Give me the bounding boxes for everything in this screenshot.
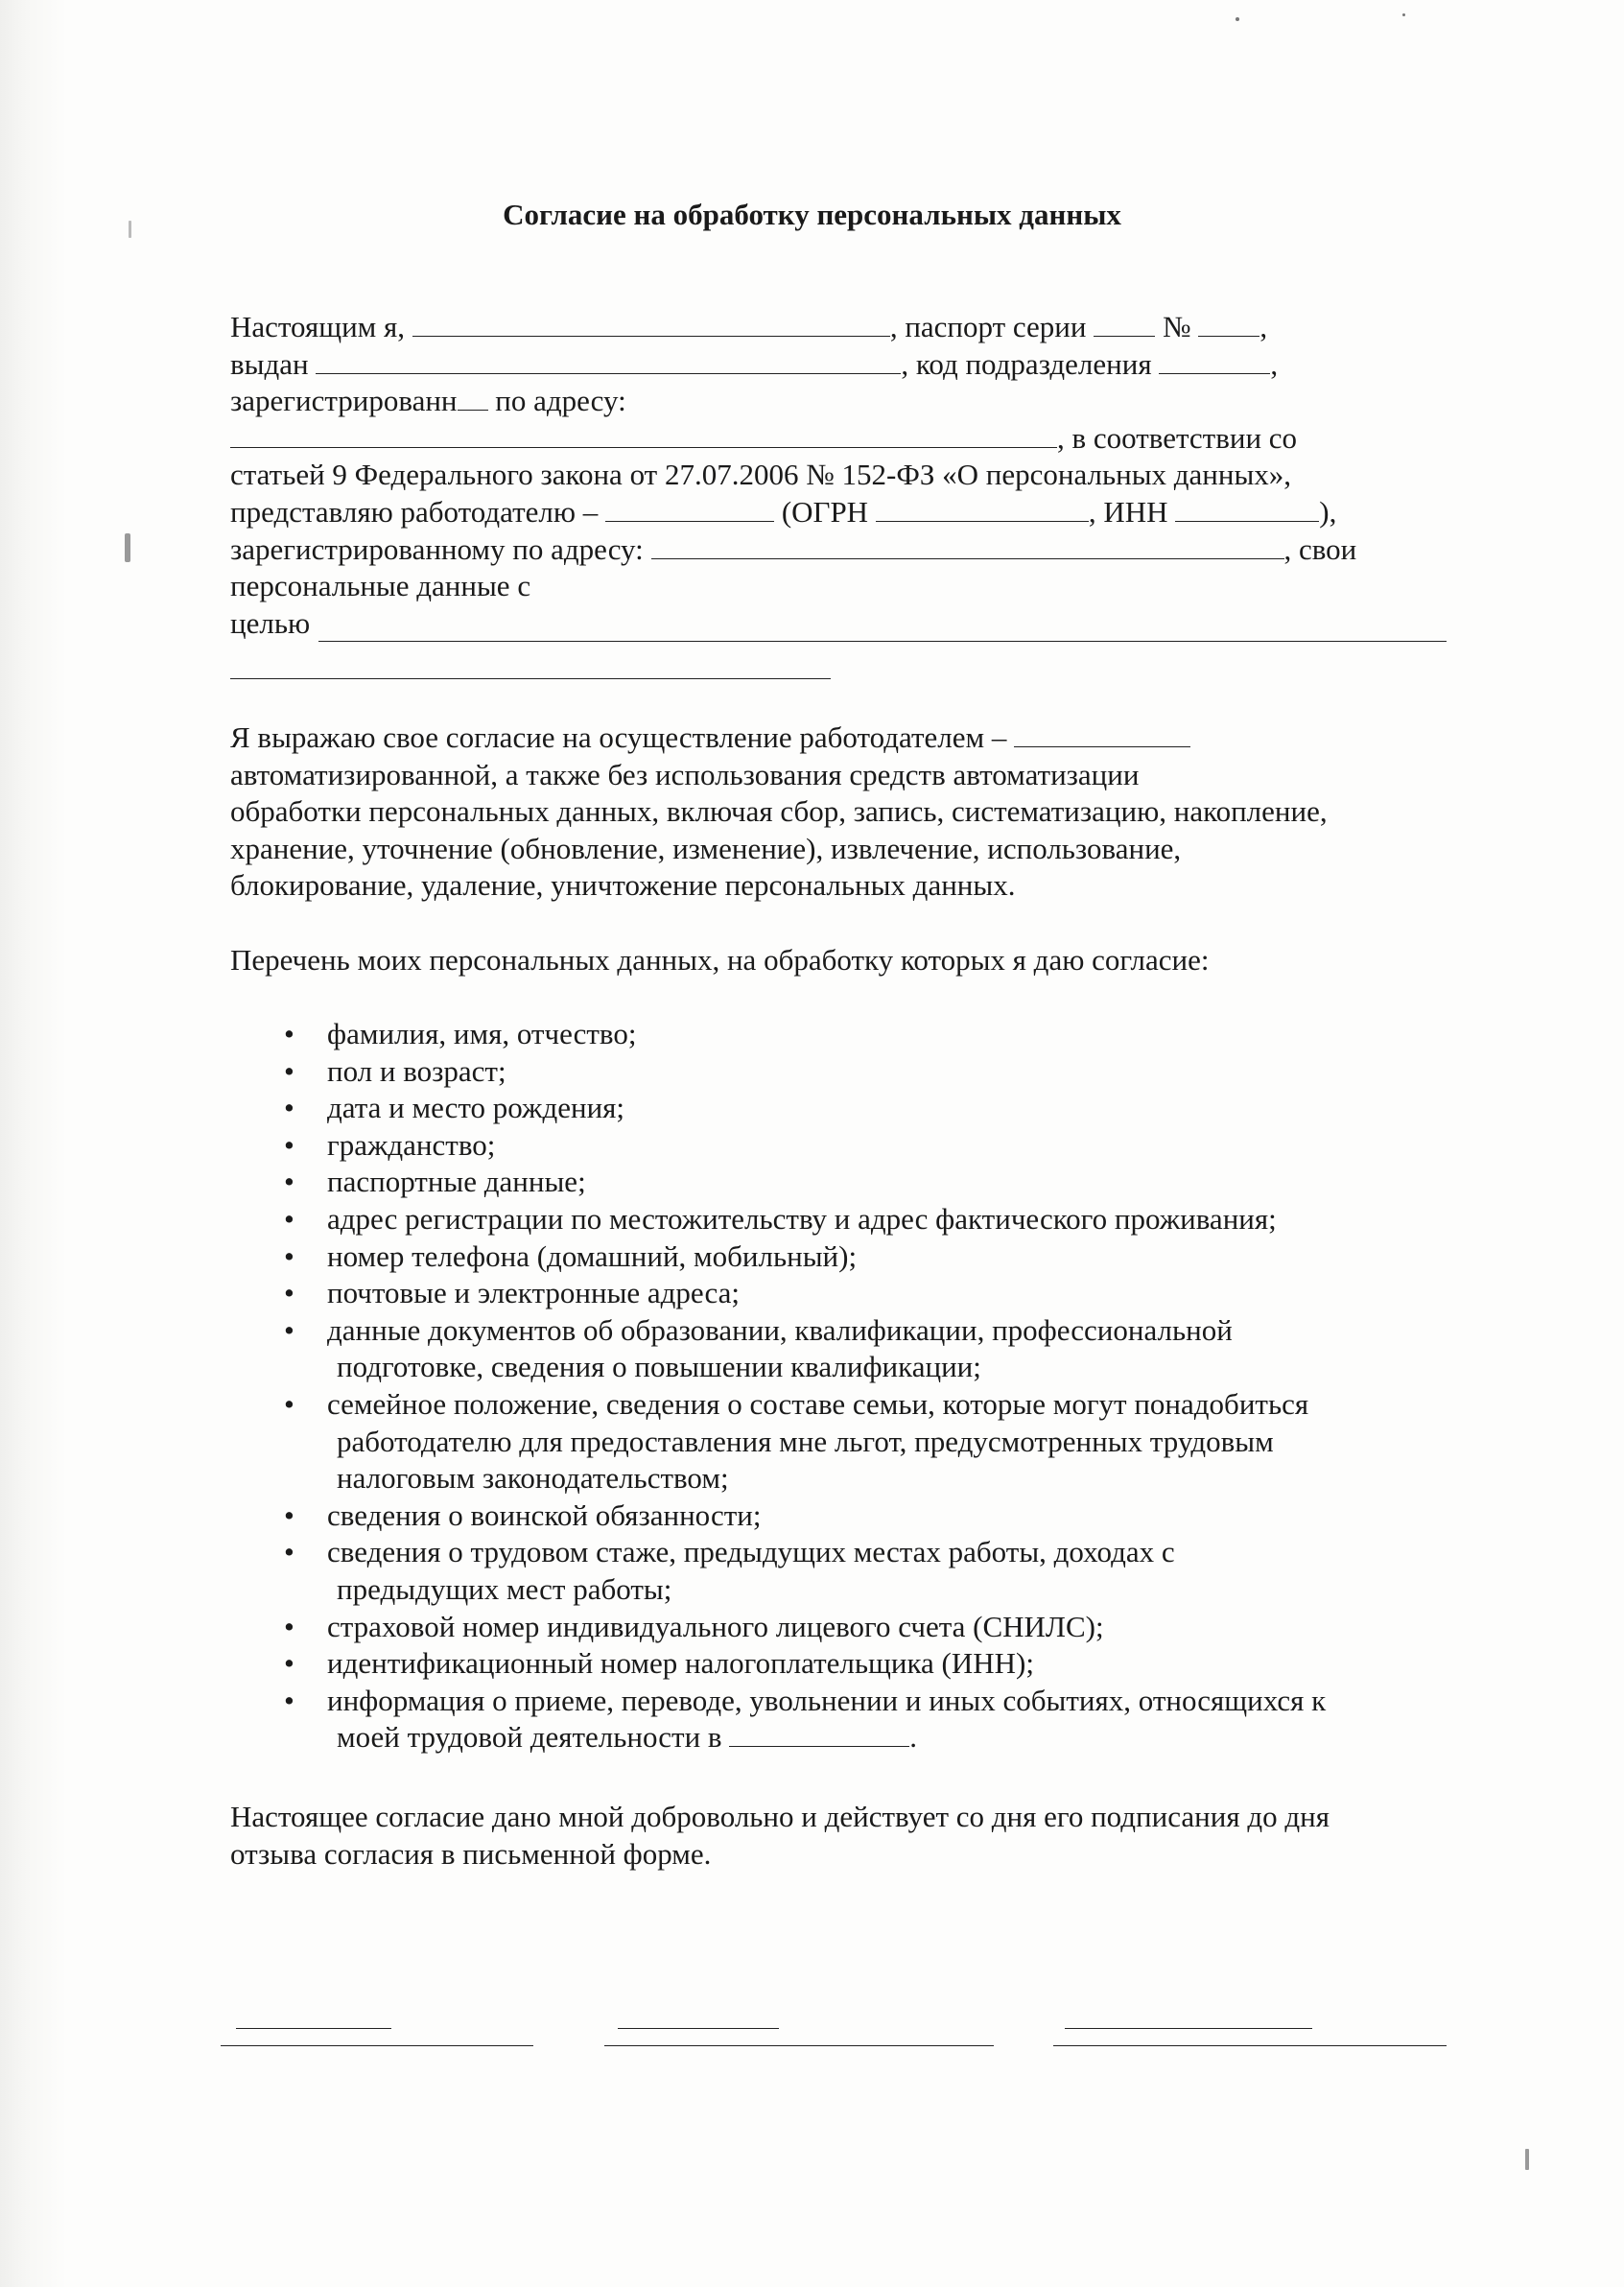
closing-line-1: Настоящее согласие дано мной добровольно и действует со дня его подписания до дня [230,1800,1330,1833]
consent-line-4: хранение, уточнение (обновление, изменение), извлечение, использование, [230,831,1182,865]
list-item [230,1645,1468,1683]
intro-text: (ОГРН [781,494,869,529]
list-item [230,1386,1468,1497]
intro-text: ), [1319,494,1337,529]
passport-number-field[interactable] [1198,311,1259,337]
inn-field[interactable] [1175,496,1319,522]
consent-line-3: обработки персональных данных, включая сбор, запись, систематизацию, накопление, [230,794,1328,829]
list-item [230,1275,1468,1312]
list-item-text: • информация о приеме, переводе, увольнении и иных событиях, относящихся к [327,1683,1327,1717]
list-item-text: . [909,1720,918,1755]
list-item-text: • пол и возраст; [327,1053,506,1088]
division-code-field[interactable] [1159,348,1270,374]
list-item-text: • фамилия, имя, отчество; [327,1017,637,1050]
scan-speck [1525,2149,1529,2170]
list-item [230,1238,1468,1276]
signature-field[interactable] [604,2045,994,2046]
employer-name-field[interactable] [1014,721,1190,747]
list-item-text: подготовке, сведения о повышении квалификации; [337,1350,981,1384]
date-field-short[interactable] [236,2028,391,2029]
name-transcript-field[interactable] [1053,2045,1447,2046]
intro-text: выдан [230,346,309,381]
signature-field-short[interactable] [618,2028,779,2029]
list-item-text: налоговым законодательством; [337,1461,729,1496]
list-item-text: • почтовые и электронные адреса; [327,1276,740,1310]
intro-text: , [1259,310,1268,343]
consent-line-5: блокирование, удаление, уничтожение персональных данных. [230,868,1016,903]
intro-text: , свои [1283,531,1357,566]
scan-speck [1402,13,1405,16]
list-item [230,1534,1468,1608]
intro-line-8: персональные данные с [230,569,531,603]
list-item-text: • сведения о воинской обязанности; [327,1497,762,1532]
organization-field[interactable] [729,1721,909,1747]
consent-text: Я выражаю свое согласие на осуществление работодателем – [230,720,1007,754]
intro-text: по адресу: [487,384,626,418]
personal-data-list [230,1016,1468,1757]
list-item [230,1497,1468,1535]
intro-line-6 [230,494,1468,531]
intro-text: , ИНН [1088,494,1168,529]
ogrn-field[interactable] [876,496,1089,522]
list-item-text: работодателю для предоставления мне льгот, предусмотренных трудовым [337,1424,1274,1458]
purpose-field-line-1[interactable] [318,641,1447,642]
intro-text: , паспорт серии [889,310,1087,343]
list-item-text: • гражданство; [327,1127,496,1162]
intro-line-4 [230,420,1468,458]
intro-paragraph [230,309,1468,642]
list-item-text: • дата и место рождения; [327,1091,625,1125]
list-item [230,1164,1468,1201]
scan-speck [125,533,130,562]
name-transcript-field-short[interactable] [1065,2028,1312,2029]
employer-address-field[interactable] [651,533,1284,559]
intro-line-1 [230,309,1468,346]
consent-line-1 [230,719,1468,757]
address-field[interactable] [230,422,1057,448]
list-item-text: • страховой номер индивидуального лицевого счета (СНИЛС); [327,1609,1104,1643]
list-item-text: моей трудовой деятельности в [337,1720,722,1755]
consent-paragraph [230,719,1468,905]
intro-text: зарегистрированн [230,384,458,418]
intro-text: , код подразделения [901,346,1152,381]
list-item [230,1127,1468,1165]
intro-text: зарегистрированному по адресу: [230,531,644,566]
list-item-text: • адрес регистрации по местожительству и адрес фактического проживания; [327,1201,1277,1236]
list-item-text: • паспортные данные; [327,1165,586,1199]
list-item [230,1312,1468,1386]
gender-suffix-field[interactable] [458,385,488,411]
list-item-text [327,1719,1468,1757]
document-title: Согласие на обработку персональных данных [503,198,1121,231]
name-field[interactable] [412,311,890,337]
intro-line-3 [230,383,1468,420]
employer-field[interactable] [605,496,774,522]
intro-text: целью [230,605,311,640]
list-item [230,1016,1468,1053]
list-item-text: • семейное положение, сведения о составе семьи, которые могут понадобиться [327,1386,1309,1421]
intro-text: представляю работодателю – [230,494,599,529]
intro-line-2 [230,346,1468,384]
intro-text: , в соответствии со [1057,420,1298,455]
consent-line-2: автоматизированной, а также без использования средств автоматизации [230,757,1140,791]
list-item-text: предыдущих мест работы; [337,1571,672,1606]
list-item-text: • идентификационный номер налогоплательщика (ИНН); [327,1646,1034,1681]
intro-line-7 [230,531,1468,569]
intro-line-5: статьей 9 Федерального закона от 27.07.2006 № 152-ФЗ «О персональных данных», [230,458,1292,492]
intro-text: № [1162,310,1191,343]
list-item [230,1090,1468,1127]
list-intro: Перечень моих персональных данных, на обработку которых я даю согласие: [230,943,1210,977]
list-item [230,1683,1468,1757]
list-item-text: • данные документов об образовании, квалификации, профессиональной [327,1312,1233,1347]
list-item [230,1053,1468,1091]
list-item [230,1609,1468,1646]
scan-edge-shadow [0,0,67,2287]
purpose-field-line-2[interactable] [230,678,831,679]
intro-text: Настоящим я, [230,310,406,343]
scan-speck [1236,17,1239,21]
passport-series-field[interactable] [1094,311,1155,337]
closing-paragraph [230,1799,1468,1873]
date-field[interactable] [221,2045,533,2046]
issued-by-field[interactable] [316,348,901,374]
list-item [230,1201,1468,1238]
list-item-text: • номер телефона (домашний, мобильный); [327,1238,858,1273]
intro-line-9 [230,605,1468,643]
list-item-text: • сведения о трудовом стаже, предыдущих местах работы, доходах с [327,1535,1175,1569]
intro-text: , [1270,346,1279,381]
closing-line-2: отзыва согласия в письменной форме. [230,1836,712,1871]
